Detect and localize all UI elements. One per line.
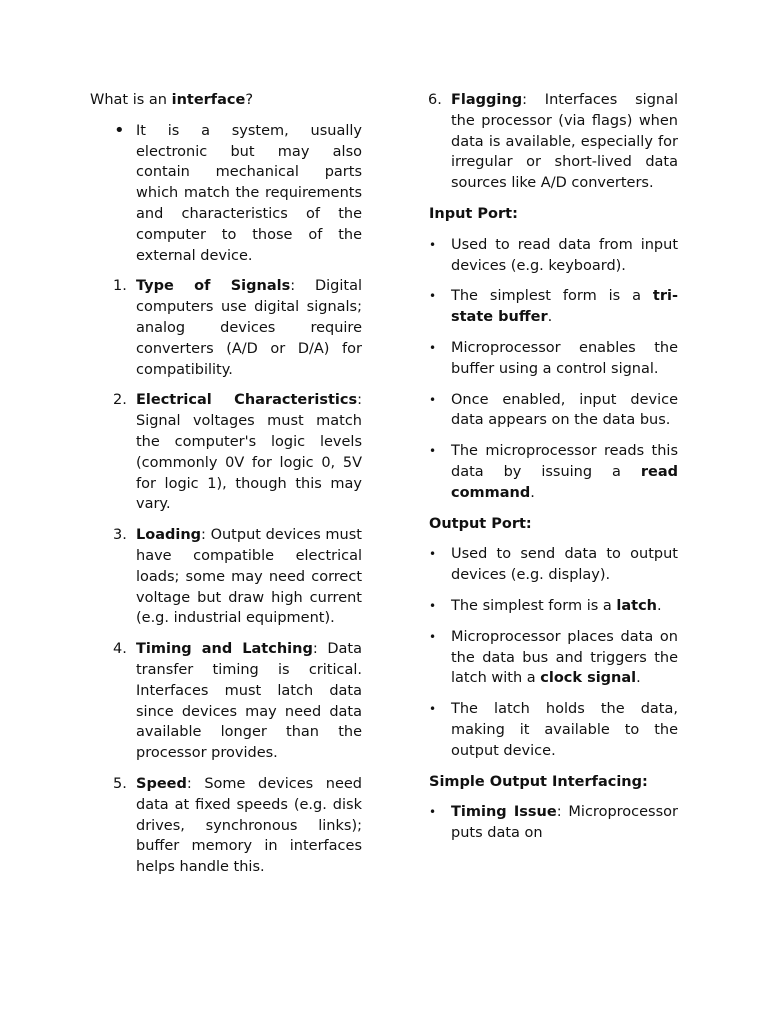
- bullet-icon: •: [429, 547, 437, 562]
- item-text: : Digital computers use digital signals; analog devices require converters (A/D or D/A) for compatibility.: [136, 278, 362, 378]
- bullet-icon: •: [429, 392, 437, 407]
- definition-text: It is a system, usually electronic but may also contain mechanical parts which match the requirements and characteristics of the computer to those of the external device.: [136, 122, 362, 264]
- keyword: clock signal: [540, 670, 637, 687]
- simple-output-heading: Simple Output Interfacing:: [429, 773, 648, 790]
- item-title: Electrical Characteristics: [136, 392, 358, 409]
- item-text: : Signal voltages must match the computer's logic levels (commonly 0V for logic 0, 5V for logic 1), though this may vary.: [136, 392, 362, 513]
- bullet-icon: •: [429, 702, 437, 717]
- item-text: : Interfaces signal the processor (via flags) when data is available, especially for irregular or short-lived data sources like A/D converters.: [451, 92, 678, 192]
- list-item: • Timing Issue: Microprocessor puts data on: [429, 804, 678, 842]
- item-text: The latch holds the data, making it available to the output device.: [451, 701, 678, 759]
- bullet-icon: •: [429, 629, 437, 644]
- question-heading: What is an interface?: [90, 92, 254, 108]
- item-text: Microprocessor enables the buffer using a control signal.: [451, 339, 678, 377]
- list-item: • The simplest form is a latch.: [451, 596, 678, 617]
- item-title: Timing and Latching: [136, 641, 313, 658]
- item-text: : Data transfer timing is critical. Interfaces must latch data since devices may need data available longer than the processor provides.: [136, 641, 362, 762]
- list-number: 2.: [113, 392, 127, 409]
- list-number: 5.: [113, 775, 127, 792]
- bullet-icon: •: [429, 444, 437, 459]
- item-title: Speed: [136, 775, 187, 792]
- bullet-icon: •: [114, 119, 125, 141]
- output-port-heading: Output Port:: [429, 515, 532, 532]
- right-column: [429, 90, 678, 844]
- list-item: [113, 639, 362, 764]
- keyword: read command: [451, 463, 678, 501]
- list-number: 3.: [113, 527, 127, 544]
- item-title: Loading: [136, 527, 202, 544]
- bullet-icon: •: [429, 805, 437, 820]
- list-item: [429, 235, 678, 277]
- list-item: [429, 699, 678, 761]
- list-number: 6.: [428, 92, 442, 108]
- list-number: 4.: [113, 641, 127, 658]
- list-item: [113, 774, 362, 878]
- list-item: [429, 390, 678, 432]
- item-text: : Output devices must have compatible electrical loads; some may need correct voltage but draw high current (e.g. industrial equipment).: [136, 527, 362, 627]
- list-item: • The microprocessor reads this data by issuing a read command.: [429, 443, 678, 501]
- list-item: [113, 390, 362, 515]
- item-title: Type of Signals: [136, 278, 291, 295]
- bullet-icon: •: [429, 237, 437, 252]
- definition-item: [114, 119, 362, 267]
- question-keyword: interface: [171, 92, 246, 108]
- item-text: Used to read data from input devices (e.g. keyboard).: [451, 236, 678, 274]
- list-number: 1.: [113, 278, 127, 295]
- left-column: [90, 90, 362, 888]
- keyword: Timing Issue: [451, 804, 557, 821]
- list-item: [428, 90, 678, 194]
- item-text: : Some devices need data at fixed speeds (e.g. disk drives, synchronous links); buffer memory in interfaces helps handle this.: [136, 775, 362, 876]
- list-item: [429, 338, 678, 380]
- keyword: latch: [616, 597, 657, 614]
- list-item: • Microprocessor places data on the data bus and triggers the latch with a clock signal.: [429, 628, 678, 687]
- bullet-icon: •: [429, 289, 437, 304]
- list-item: • The simplest form is a tri-state buffer.: [429, 288, 678, 326]
- item-text: Used to send data to output devices (e.g. display).: [451, 546, 678, 584]
- input-port-heading: Input Port:: [429, 205, 518, 222]
- bullet-icon: •: [429, 340, 437, 355]
- list-item: [113, 525, 362, 629]
- list-item: [429, 544, 678, 586]
- item-text: Once enabled, input device data appears on the data bus.: [451, 391, 678, 429]
- bullet-icon: •: [429, 598, 437, 613]
- keyword: tri-state buffer: [451, 288, 678, 326]
- list-item: [113, 276, 362, 380]
- item-title: Flagging: [451, 92, 523, 108]
